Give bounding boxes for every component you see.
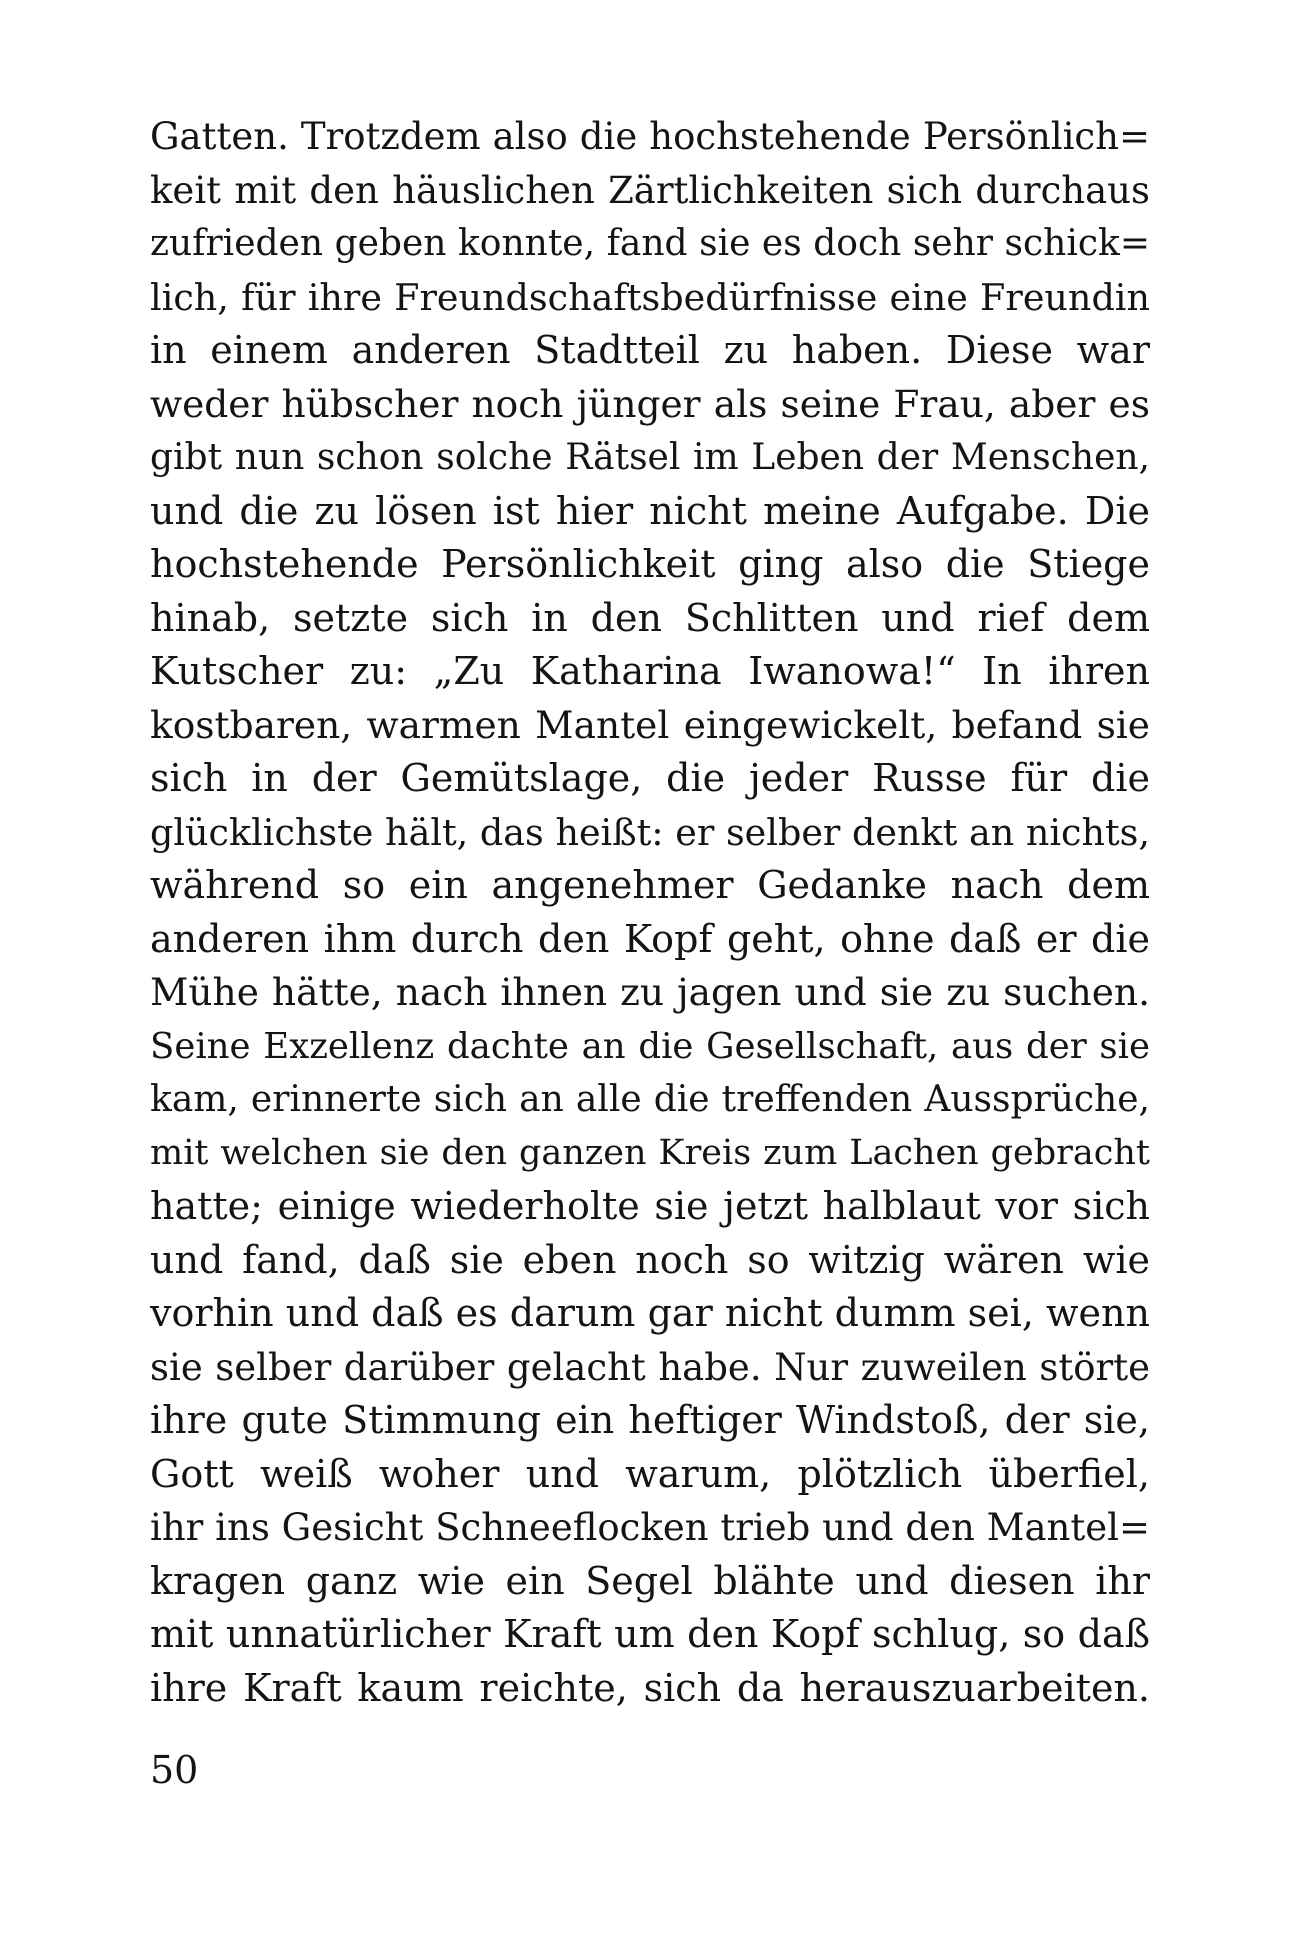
text-line: ihre gute Stimmung ein heftiger Windstoß, der sie,	[150, 1398, 1150, 1442]
text-line: glücklichste hält, das heißt: er selber denkt an nichts,	[150, 810, 1150, 854]
text-line: und fand, daß sie eben noch so witzig wären wie	[150, 1237, 1150, 1282]
text-line: keit mit den häuslichen Zärtlichkeiten sich durchaus	[150, 168, 1150, 212]
text-line: Kutscher zu: „Zu Katharina Iwanowa!“ In ihren	[150, 649, 1150, 693]
text-line: Mühe hätte, nach ihnen zu jagen und sie zu suchen.	[150, 970, 1150, 1014]
text-line: Gott weiß woher und warum, plötzlich überfiel,	[150, 1451, 1150, 1496]
text-line: vorhin und daß es darum gar nicht dumm sei, wenn	[150, 1291, 1150, 1335]
text-line: Seine Exzellenz dachte an die Gesellschaft, aus der sie	[150, 1025, 1150, 1067]
text-line: hatte; einige wiederholte sie jetzt halblaut vor sich	[150, 1184, 1150, 1228]
text-line: in einem anderen Stadtteil zu haben. Diese war	[150, 328, 1150, 372]
text-line: und die zu lösen ist hier nicht meine Aufgabe. Die	[150, 488, 1150, 533]
text-line: hochstehende Persönlichkeit ging also die Stiege	[150, 542, 1150, 586]
text-line: anderen ihm durch den Kopf geht, ohne daß er die	[150, 916, 1150, 961]
text-line: kragen ganz wie ein Segel blähte und diesen ihr	[150, 1558, 1150, 1603]
text-line: hinab, setzte sich in den Schlitten und rief dem	[150, 595, 1150, 640]
text-line: kam, erinnerte sich an alle die treffenden Aussprüche,	[150, 1079, 1150, 1120]
text-line: sie selber darüber gelacht habe. Nur zuweilen störte	[150, 1345, 1150, 1389]
text-line: kostbaren, warmen Mantel eingewickelt, befand sie	[150, 702, 1150, 747]
text-line: mit welchen sie den ganzen Kreis zum Lachen gebracht	[150, 1132, 1150, 1173]
text-line: während so ein angenehmer Gedanke nach dem	[150, 863, 1150, 907]
text-line: sich in der Gemütslage, die jeder Russe für die	[150, 756, 1150, 800]
body-text	[150, 110, 1150, 1715]
text-line: Gatten. Trotzdem also die hochstehende Persönlich=	[150, 115, 1150, 158]
page-number: 50	[150, 1748, 199, 1792]
text-line: weder hübscher noch jünger als seine Frau, aber es	[150, 381, 1150, 426]
text-line: gibt nun schon solche Rätsel im Leben der Menschen,	[150, 437, 1150, 478]
text-line: lich, für ihre Freundschaftsbedürfnisse eine Freundin	[150, 275, 1150, 319]
text-line: zufrieden geben konnte, fand sie es doch sehr schick=	[150, 223, 1150, 264]
text-line: ihre Kraft kaum reichte, sich da herauszuarbeiten.	[150, 1665, 1150, 1710]
text-line: ihr ins Gesicht Schneeflocken trieb und den Mantel=	[150, 1506, 1150, 1549]
text-line: mit unnatürlicher Kraft um den Kopf schlug, so daß	[150, 1612, 1150, 1656]
